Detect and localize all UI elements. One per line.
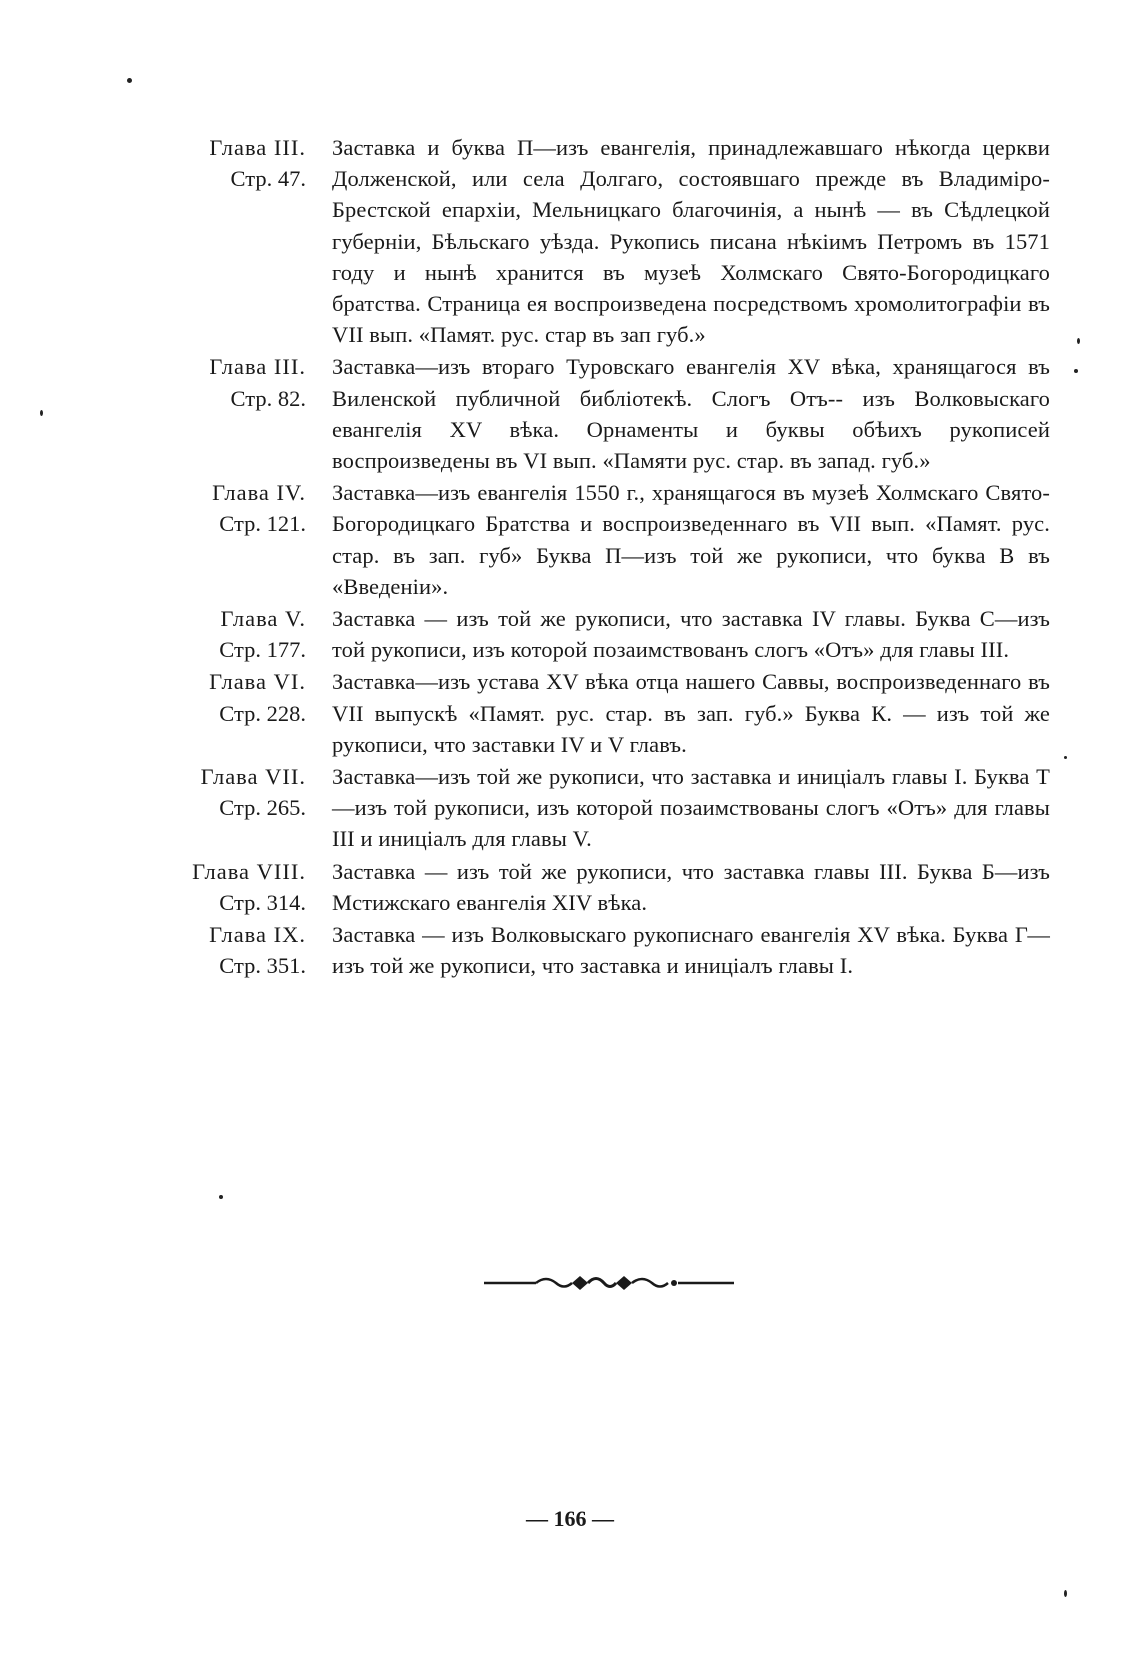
- page-number: — 166 —: [526, 1506, 614, 1531]
- scan-speck: [1064, 1590, 1067, 1597]
- page-reference: Стр. 82.: [230, 385, 306, 411]
- scan-speck: [40, 410, 43, 416]
- tailpiece-ornament-icon: [484, 1272, 734, 1294]
- chapter-label: Глава VIII.: [192, 858, 306, 884]
- page-reference: Стр. 47.: [230, 166, 306, 192]
- entry-reference: [150, 666, 332, 728]
- entry-description: Заставка — изъ той же рукописи, что заставка IV главы. Буква С—изъ той рукописи, изъ которой позаимствованъ слогъ «Отъ» для главы III.: [332, 606, 1050, 663]
- list-item: [150, 603, 1050, 665]
- list-item: [150, 761, 1050, 855]
- entry-description: Заставка — изъ Волковыскаго рукописнаго евангелія XV вѣка. Буква Г—изъ той же рукописи, что заставка и иниціалъ главы I.: [332, 922, 1050, 979]
- entry-description: Заставка—изъ втораго Туровскаго евангелія XV вѣка, хранящагося въ Виленской публичной библіотекѣ. Слогъ Отъ-- изъ Волковыскаго евангелія XV вѣка. Орнаменты и буквы обѣихъ рукописей воспроизведены въ VI вып. «Памяти рус. стар. въ запад. губ.»: [332, 354, 1050, 474]
- page-reference: Стр. 228.: [219, 700, 306, 726]
- scan-speck: [1064, 756, 1067, 759]
- page-reference: Стр. 265.: [219, 795, 306, 821]
- page-reference: Стр. 177.: [219, 637, 306, 663]
- chapter-label: Глава VII.: [200, 764, 306, 790]
- entry-reference: [150, 856, 332, 918]
- entry-description: Заставка—изъ евангелія 1550 г., хранящагося въ музеѣ Холмскаго Свято-Богородицкаго Братства и воспроизведеннаго въ VII вып. «Памят. рус. стар. въ зап. губ» Буква П—изъ той же рукописи, что буква В въ «Введеніи».: [332, 480, 1050, 599]
- entry-description: Заставка — изъ той же рукописи, что заставка главы III. Буква Б—изъ Мстижскаго евангелія XIV вѣка.: [332, 858, 1050, 915]
- page-reference: Стр. 351.: [219, 953, 306, 979]
- list-item: [150, 132, 1050, 350]
- chapter-label: Глава IV.: [212, 480, 306, 506]
- entry-reference: [150, 477, 332, 539]
- entry-reference: [150, 761, 332, 823]
- entry-description: Заставка и буква П—изъ евангелія, принадлежавшаго нѣкогда церкви Долженской, или села Долгаго, состоявшаго прежде въ Владиміро-Брестской епархіи, Мельницкаго благочинія, а нынѣ — въ Сѣдлецкой губерніи, Бѣльскаго уѣзда. Рукопись писана нѣкіимъ Петромъ въ 1571 году и нынѣ хранится въ музеѣ Холмскаго Свято-Богородицкаго братства. Страница ея воспроизведена посредствомъ хромолитографіи въ VII вып. «Памят. рус. стар въ зап губ.»: [332, 135, 1050, 348]
- entry-reference: [150, 603, 332, 665]
- chapter-label: Глава VI.: [209, 669, 306, 695]
- page-reference: Стр. 121.: [219, 511, 306, 537]
- entry-description: Заставка—изъ той же рукописи, что заставка и иниціалъ главы I. Буква Т—изъ той рукописи, изъ которой позаимствованы слогъ «Отъ» для главы III и иниціалъ для главы V.: [332, 764, 1050, 852]
- list-item: [150, 666, 1050, 760]
- chapter-label: Глава V.: [220, 606, 306, 632]
- scan-speck: [1077, 338, 1080, 344]
- entry-description: Заставка—изъ устава XV вѣка отца нашего Саввы, воспроизведеннаго въ VII выпускѣ «Памят. рус. стар. въ зап. губ.» Буква К. — изъ той же рукописи, что заставки IV и V главъ.: [332, 669, 1050, 757]
- entry-reference: [150, 351, 332, 413]
- list-item: [150, 351, 1050, 476]
- entry-reference: [150, 919, 332, 981]
- scan-speck: [1074, 369, 1078, 373]
- scan-speck: [127, 78, 132, 83]
- chapter-label: Глава III.: [209, 135, 306, 160]
- list-item: [150, 919, 1050, 981]
- chapter-label: Глава IX.: [209, 922, 306, 948]
- list-item: [150, 477, 1050, 602]
- chapter-label: Глава III.: [209, 354, 306, 380]
- page-reference: Стр. 314.: [219, 889, 306, 915]
- scan-speck: [219, 1195, 223, 1199]
- list-item: [150, 856, 1050, 918]
- illustrations-list: [150, 132, 1050, 982]
- entry-reference: [150, 132, 332, 194]
